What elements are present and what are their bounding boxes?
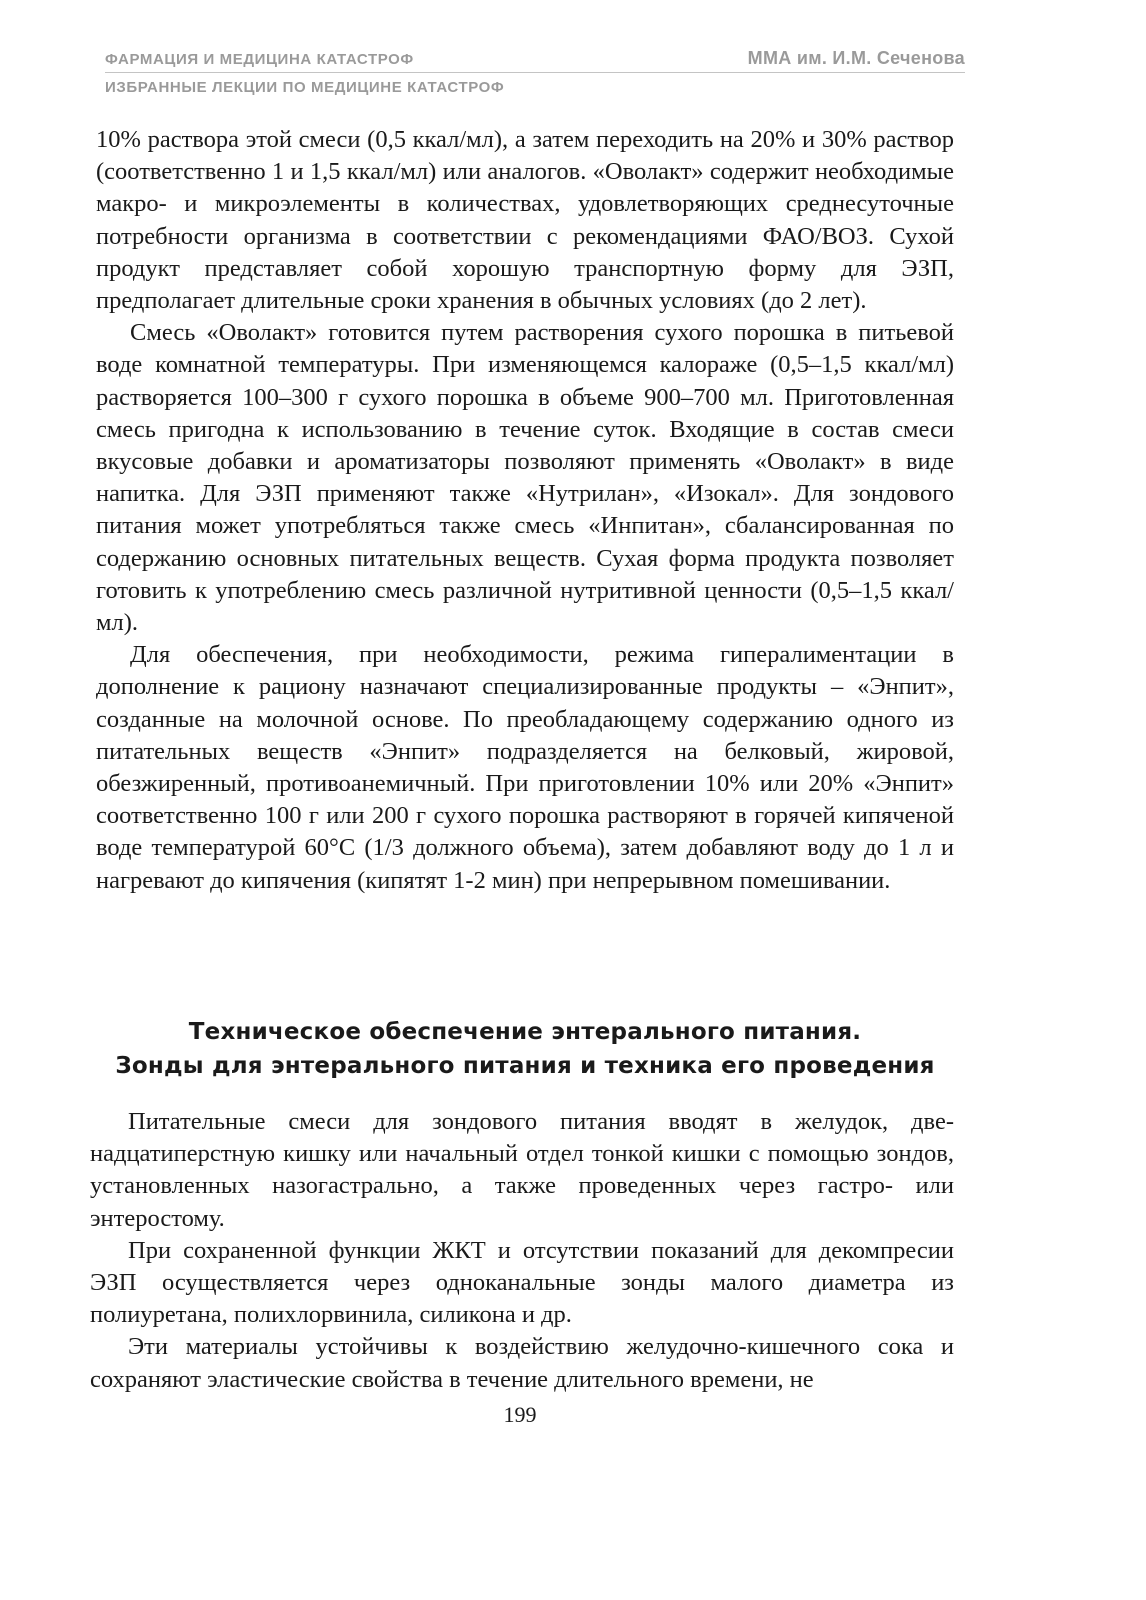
header-book-title: ФАРМАЦИЯ И МЕДИЦИНА КАТАСТРОФ — [105, 51, 414, 68]
running-header-top-row — [105, 48, 965, 73]
paragraph: Смесь «Оволакт» готовится путем растворения сухого порошка в питьевой воде комнатной температуры. При изменяющемся калораже (0,5–1,5 ккал/мл) растворяется 100–300 г сухого порошка в объеме 900–700 мл. Приготовленная смесь пригодна к использованию в течение суток. Входящие в состав смеси вкусовые добавки и ароматизаторы позволяют применять «Оволакт» в виде напитка. Для ЭЗП применяют также «Нутрилан», «Изокал». Для зондового питания может употребляться также смесь «Инпитан», сбалансированная по содержанию основных питательных веществ. Сухая форма продукта позволяет готовить к употреблению смесь различной нутритивной ценности (0,5–1,5 ккал/мл). — [96, 319, 954, 637]
paragraph: Для обеспечения, при необходимости, режима гипералиментации в дополнение к рациону назначают специализированные продукты – «Энпит», созданные на молочной основе. По преобладающему содержанию одного из питательных веществ «Энпит» подразделяется на белковый, жировой, обезжиренный, противоанемичный. При приготовлении 10% или 20% «Энпит» соответственно 100 г или 200 г сухого порошка растворяют в горячей кипяченой воде температурой 60°C (1/3 должного объема), затем добавляют воду до 1 л и нагревают до кипячения (кипятят 1-2 мин) при непрерывном помешивании. — [96, 641, 954, 894]
header-institution: ММА им. И.М. Сеченова — [747, 48, 965, 68]
section-heading-line-1: Техническое обеспечение энтерального питания. — [188, 1019, 862, 1045]
paragraph: Эти материалы устойчивы к воздействию желудочно-кишечного сока и сохраняют эластические свойства в течение длительного времени, не — [90, 1333, 954, 1393]
page-number: 199 — [503, 1402, 537, 1427]
header-series-title: ИЗБРАННЫЕ ЛЕКЦИИ ПО МЕДИЦИНЕ КАТАСТРОФ — [105, 79, 505, 96]
section-text — [90, 1106, 954, 1396]
section-heading — [96, 1015, 954, 1083]
paragraph: При сохраненной функции ЖКТ и отсутствии показаний для декомпресии ЭЗП осуществляется через одноканальные зонды малого диаметра из полиуретана, полихлорвинила, силикона и др. — [90, 1236, 954, 1329]
section-heading-line-2: Зонды для энтерального питания и техника его проведения — [115, 1053, 935, 1079]
paragraph-continued: 10% раствора этой смеси (0,5 ккал/мл), а затем переходить на 20% и 30% раствор (соответственно 1 и 1,5 ккал/мл) или аналогов. «Оволакт» содержит необходимые макро- и микроэлементы в количествах, удовлетворяющих среднесуточные потребности организма в соответствии с рекомендациями ФАО/ВОЗ. Сухой продукт представляет собой хорошую транспортную форму для ЭЗП, предполагает длительные сроки хранения в обычных условиях (до 2 лет). — [96, 126, 954, 315]
paragraph: Питательные смеси для зондового питания вводят в желудок, двенадцатиперстную кишку или начальный отдел тонкой кишки с помощью зондов, установленных назогастрально, а также проведенных через гастро- или энтеростому. — [90, 1108, 954, 1232]
main-text — [96, 124, 954, 897]
running-header — [105, 48, 965, 96]
